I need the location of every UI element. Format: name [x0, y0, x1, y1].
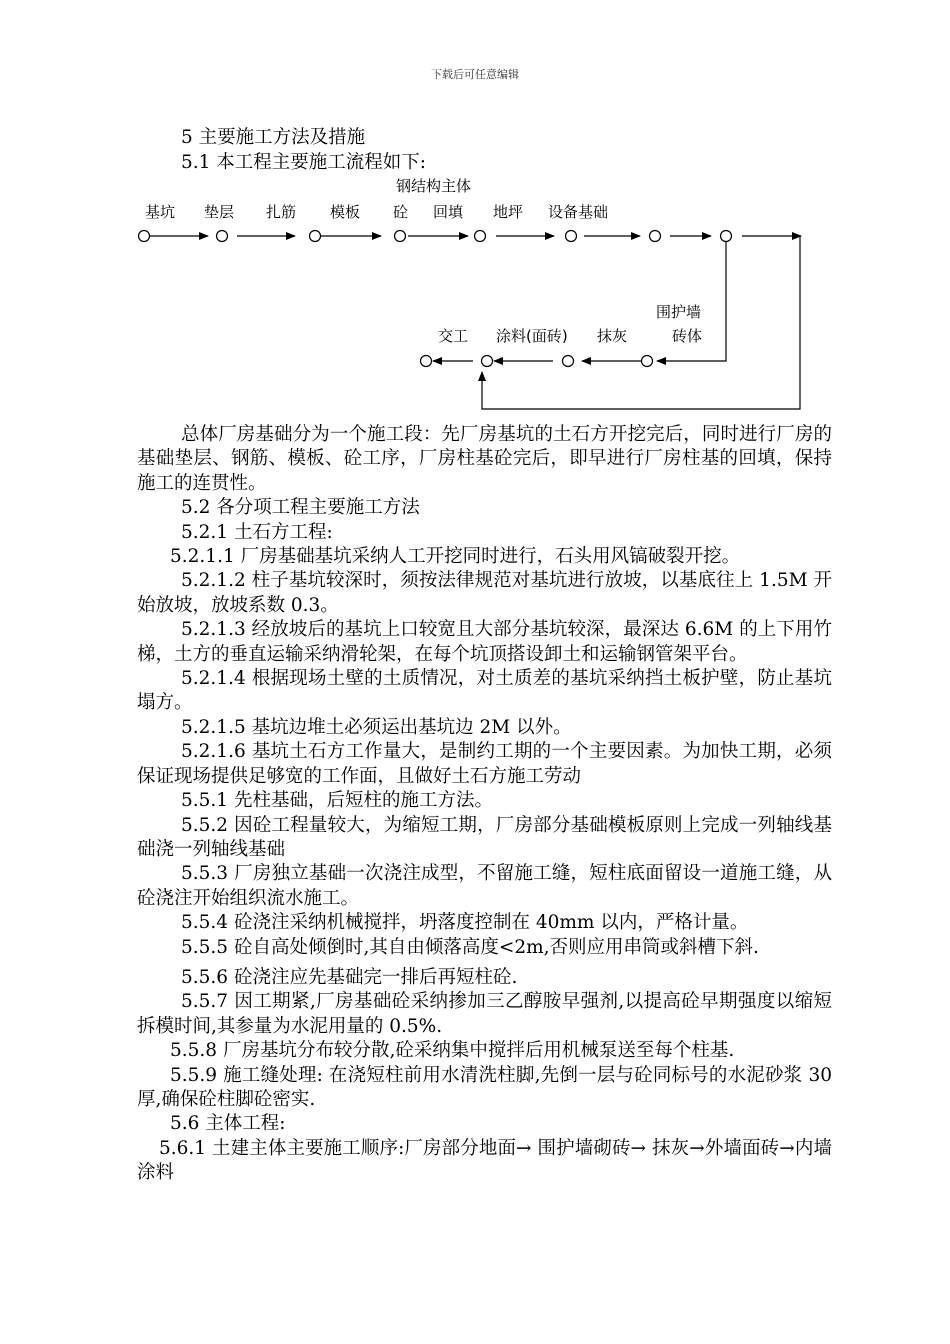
- flow-node: [566, 231, 577, 242]
- flow-node: [563, 356, 574, 367]
- flow-node: [650, 231, 661, 242]
- flow-step-label: 抹灰: [597, 327, 628, 345]
- paragraph: 5.2.1.2 柱子基坑较深时，须按法律规范对基坑进行放坡，以基底往上 1.5M 开始放坡，放坡系数 0.3。: [137, 570, 832, 616]
- paragraph: 5.6.1 土建主体主要施工顺序:厂房部分地面→ 围护墙砌砖→ 抹灰→外墙面砖→内墙涂料: [137, 1137, 832, 1184]
- paragraph: 5.2.1.6 基坑土石方工作量大，是制约工期的一个主要因素。为加快工期，必须保证现场提供足够宽的工作面，且做好土石方施工劳动: [137, 741, 832, 787]
- flow-return-loop: [482, 236, 800, 409]
- paragraph: 5.5.7 因工期紧,厂房基础砼采纳掺加三乙醇胺早强剂,以提高砼早期强度以缩短拆模时间,其参量为水泥用量的 0.5%.: [137, 991, 832, 1037]
- paragraph: 5.5.6 砼浇注应先基础完一排后再短柱砼.: [181, 966, 518, 988]
- flow-top-row: [139, 231, 802, 410]
- paragraph: 5.5.9 施工缝处理: 在浇短柱前用水清洗柱脚,先倒一层与砼同标号的水泥砂浆 30 厚,确保砼柱脚砼密实.: [137, 1064, 832, 1110]
- flow-wall-label: 砖体: [672, 327, 703, 345]
- flow-step-label: 涂料(面砖): [496, 327, 568, 345]
- paragraph: 5.5.2 因砼工程量较大，为缩短工期，厂房部分基础模板原则上完成一列轴线基础浇一列轴线基础: [137, 814, 832, 860]
- flow-node: [217, 231, 228, 242]
- flow-node: [421, 356, 432, 367]
- paragraph: 5.5.5 砼自高处倾倒时,其自由倾落高度<2m,否则应用串筒或斜槽下斜.: [181, 936, 759, 958]
- flow-step-label: 垫层: [204, 203, 235, 221]
- flow-node: [395, 231, 406, 242]
- paragraph: 5.5.1 先柱基础，后短柱的施工方法。: [181, 790, 493, 812]
- flow-node: [482, 356, 493, 367]
- flow-step-label: 交工: [438, 327, 469, 345]
- flow-node: [310, 231, 321, 242]
- flow-step-label: 地坪: [493, 203, 524, 221]
- paragraph: 5.2.1.1 厂房基础基坑采纳人工开挖同时进行，石头用风镐破裂开挖。: [170, 546, 741, 568]
- paragraph: 5.2.1.3 经放坡后的基坑上口较宽且大部分基坑较深，最深达 6.6M 的上下用竹梯，土方的垂直运输采纳滑轮架，在每个坑顶搭设卸土和运输钢管架平台。: [137, 619, 832, 665]
- flow-step-label: 砼: [393, 203, 409, 221]
- paragraph: 5.2.1.4 根据现场土壁的土质情况，对土质差的基坑采纳挡土板护壁，防止基坑塌方。: [137, 668, 832, 714]
- construction-flow-diagram: [0, 0, 950, 420]
- paragraph: 5.5.3 厂房独立基础一次浇注成型，不留施工缝，短柱底面留设一道施工缝，从砼浇注开始组织流水施工。: [137, 863, 832, 909]
- paragraph: 5.2.1.5 基坑边堆土必须运出基坑边 2M 以外。: [181, 716, 572, 738]
- flow-steel-label: 钢结构主体: [396, 177, 472, 195]
- subsection-heading: 5.2.1 土石方工程:: [181, 521, 333, 543]
- flow-node: [475, 231, 486, 242]
- document-body: [137, 423, 832, 1186]
- subsection-heading: 5.2 各分项工程主要施工方法: [181, 497, 420, 519]
- flow-step-label: 设备基础: [548, 203, 609, 221]
- paragraph: 总体厂房基础分为一个施工段：先厂房基坑的土石方开挖完后，同时进行厂房的基础垫层、钢筋、模板、砼工序，厂房柱基砼完后，即早进行厂房柱基的回填，保持施工的连贯性。: [137, 424, 832, 494]
- section-title: 5 主要施工方法及措施: [181, 127, 366, 148]
- flow-step-label: 模板: [330, 203, 361, 221]
- subsection-heading: 5.6 主体工程:: [170, 1113, 286, 1135]
- flow-step-label: 回填: [433, 203, 464, 221]
- flow-node: [721, 231, 732, 242]
- flow-intro: 5.1 本工程主要施工流程如下:: [181, 152, 427, 173]
- paragraph: 5.5.4 砼浇注采纳机械搅拌，坍落度控制在 40mm 以内，严格计量。: [181, 912, 749, 934]
- flow-wall-label: 围护墙: [656, 303, 702, 321]
- flow-step-label: 扎筋: [266, 203, 297, 221]
- flow-node: [139, 231, 150, 242]
- flow-step-label: 基坑: [145, 203, 176, 221]
- flow-node: [642, 356, 653, 367]
- page-header-note: 下载后可任意编辑: [431, 68, 519, 81]
- paragraph: 5.5.8 厂房基坑分布较分散,砼采纳集中搅拌后用机械泵送至每个柱基.: [170, 1040, 735, 1062]
